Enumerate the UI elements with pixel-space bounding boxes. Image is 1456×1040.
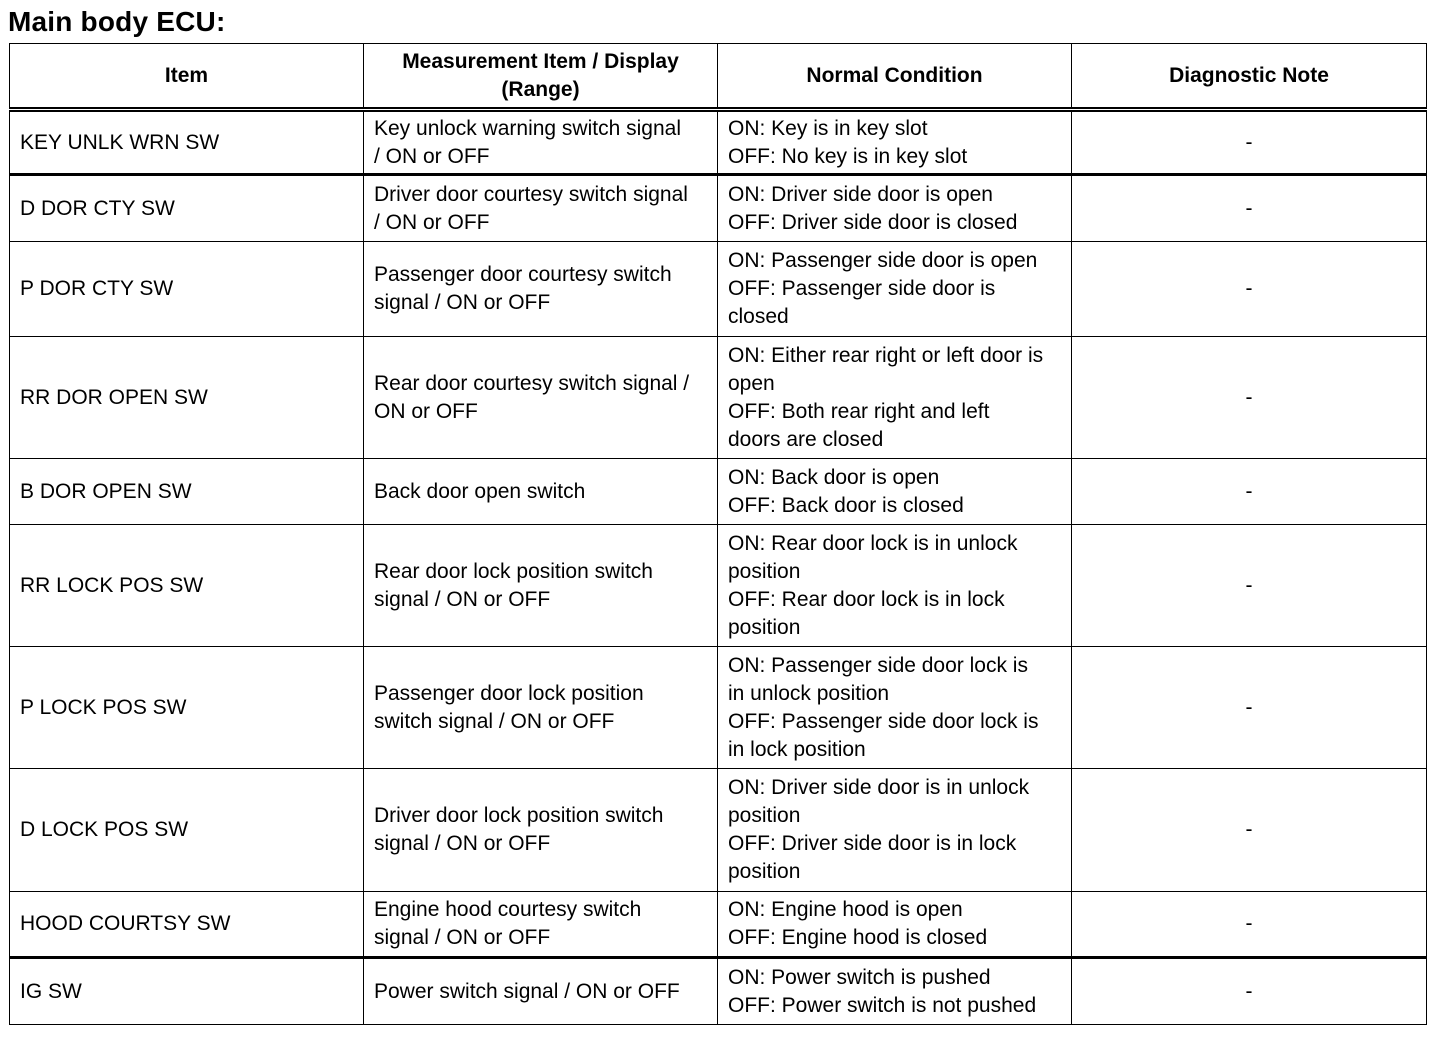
- cell-measurement: Passenger door lock position switch signal / ON or OFF: [364, 647, 718, 769]
- cell-diagnostic-note: -: [1072, 525, 1427, 647]
- header-normal-condition: Normal Condition: [718, 44, 1072, 110]
- cell-normal-condition: ON: Driver side door is open OFF: Driver side door is closed: [718, 175, 1072, 242]
- cell-measurement: Power switch signal / ON or OFF: [364, 958, 718, 1025]
- cell-measurement: Rear door lock position switch signal / ON or OFF: [364, 525, 718, 647]
- cell-normal-condition: ON: Rear door lock is in unlock position OFF: Rear door lock is in lock position: [718, 525, 1072, 647]
- cell-item: RR DOR OPEN SW: [10, 337, 364, 459]
- cell-item: HOOD COURTSY SW: [10, 892, 364, 958]
- cell-item: D LOCK POS SW: [10, 769, 364, 892]
- cell-normal-condition: ON: Power switch is pushed OFF: Power switch is not pushed: [718, 958, 1072, 1025]
- cell-item: IG SW: [10, 958, 364, 1025]
- cell-diagnostic-note: -: [1072, 242, 1427, 337]
- table-row: [10, 892, 1427, 958]
- cell-diagnostic-note: -: [1072, 769, 1427, 892]
- page-title: Main body ECU:: [8, 6, 226, 37]
- table-row: [10, 110, 1427, 175]
- cell-item: D DOR CTY SW: [10, 175, 364, 242]
- table-row: [10, 958, 1427, 1025]
- table-header-row: [10, 44, 1427, 110]
- header-diagnostic-note: Diagnostic Note: [1072, 44, 1427, 110]
- table-row: [10, 459, 1427, 525]
- cell-measurement: Driver door lock position switch signal / ON or OFF: [364, 769, 718, 892]
- cell-measurement: Driver door courtesy switch signal / ON or OFF: [364, 175, 718, 242]
- cell-normal-condition: ON: Passenger side door is open OFF: Passenger side door is closed: [718, 242, 1072, 337]
- cell-normal-condition: ON: Passenger side door lock is in unlock position OFF: Passenger side door lock is in lock position: [718, 647, 1072, 769]
- table-row: [10, 769, 1427, 892]
- cell-measurement: Back door open switch: [364, 459, 718, 525]
- cell-measurement: Key unlock warning switch signal / ON or OFF: [364, 110, 718, 175]
- header-measurement: Measurement Item / Display (Range): [364, 44, 718, 110]
- table-row: [10, 647, 1427, 769]
- cell-diagnostic-note: -: [1072, 958, 1427, 1025]
- cell-measurement: Engine hood courtesy switch signal / ON or OFF: [364, 892, 718, 958]
- table-row: [10, 525, 1427, 647]
- table-row: [10, 242, 1427, 337]
- cell-diagnostic-note: -: [1072, 892, 1427, 958]
- cell-normal-condition: ON: Key is in key slot OFF: No key is in key slot: [718, 110, 1072, 175]
- cell-diagnostic-note: -: [1072, 110, 1427, 175]
- table-row: [10, 175, 1427, 242]
- cell-normal-condition: ON: Back door is open OFF: Back door is closed: [718, 459, 1072, 525]
- cell-diagnostic-note: -: [1072, 647, 1427, 769]
- cell-diagnostic-note: -: [1072, 337, 1427, 459]
- cell-measurement: Passenger door courtesy switch signal / ON or OFF: [364, 242, 718, 337]
- cell-diagnostic-note: -: [1072, 459, 1427, 525]
- cell-measurement: Rear door courtesy switch signal / ON or OFF: [364, 337, 718, 459]
- cell-normal-condition: ON: Driver side door is in unlock position OFF: Driver side door is in lock position: [718, 769, 1072, 892]
- cell-item: RR LOCK POS SW: [10, 525, 364, 647]
- table-row: [10, 337, 1427, 459]
- cell-diagnostic-note: -: [1072, 175, 1427, 242]
- cell-item: KEY UNLK WRN SW: [10, 110, 364, 175]
- cell-item: P LOCK POS SW: [10, 647, 364, 769]
- cell-item: P DOR CTY SW: [10, 242, 364, 337]
- cell-normal-condition: ON: Either rear right or left door is open OFF: Both rear right and left doors are closed: [718, 337, 1072, 459]
- ecu-data-table: [9, 43, 1427, 1025]
- header-item: Item: [10, 44, 364, 110]
- cell-item: B DOR OPEN SW: [10, 459, 364, 525]
- cell-normal-condition: ON: Engine hood is open OFF: Engine hood is closed: [718, 892, 1072, 958]
